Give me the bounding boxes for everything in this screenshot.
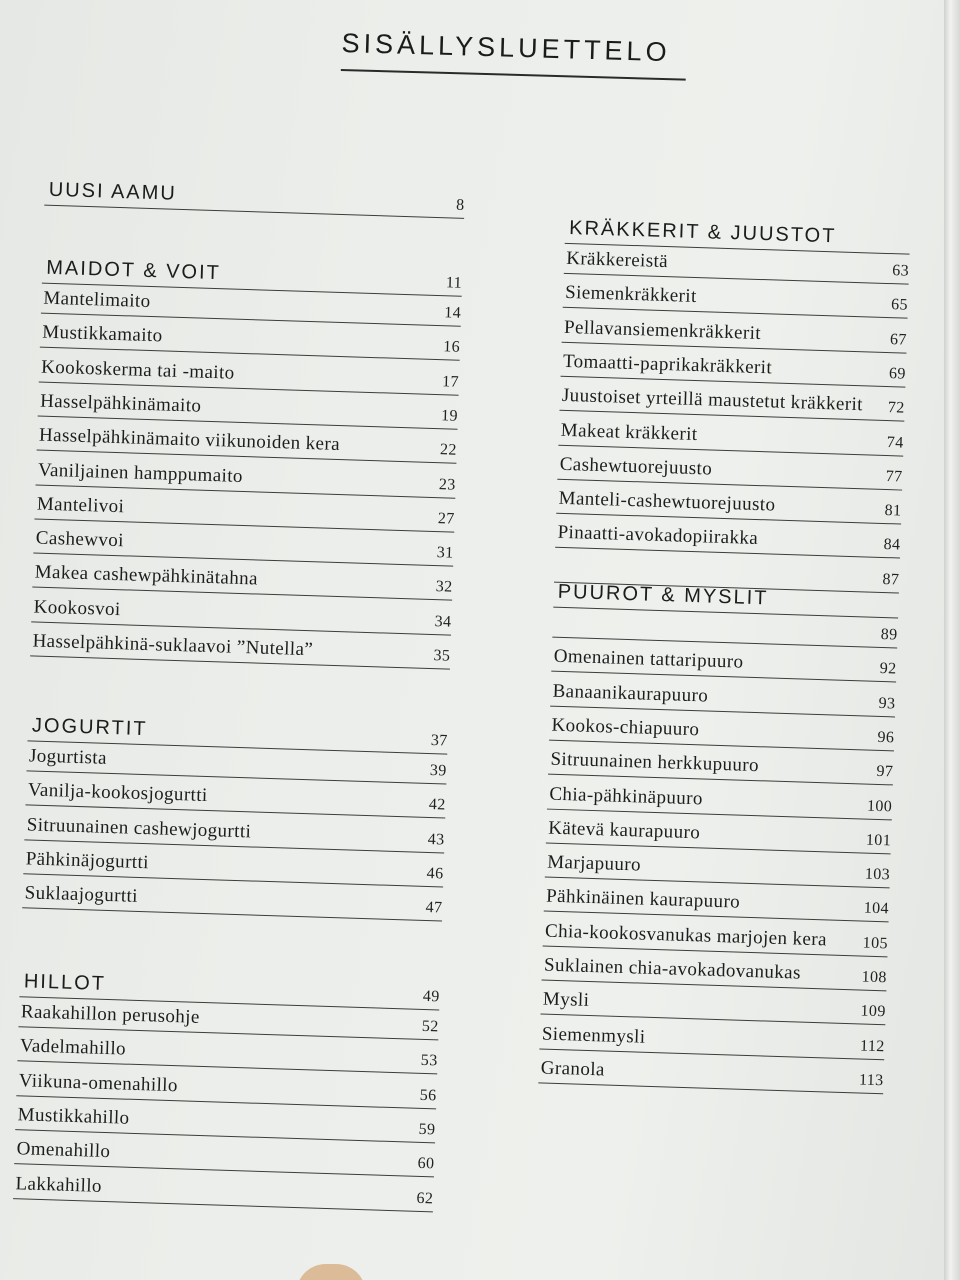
toc-entry-label: Hasselpähkinämaito (39, 390, 202, 417)
page-number: 19 (440, 407, 459, 425)
thumb (296, 1264, 366, 1280)
page-number: 97 (876, 763, 894, 781)
page-number: 46 (426, 864, 444, 883)
toc-entry (16, 1071, 437, 1109)
toc-entry-label: Mustikkamaito (41, 321, 163, 347)
page-edge (944, 0, 960, 1280)
toc-entry (24, 815, 445, 853)
page-number: 104 (863, 899, 890, 918)
page-number: 112 (859, 1037, 885, 1055)
page-number: 59 (418, 1120, 436, 1139)
toc-entry (14, 1139, 435, 1177)
toc-entry (548, 750, 894, 786)
page-number: 89 (880, 625, 898, 644)
toc-entry (36, 460, 457, 498)
toc-entry (37, 426, 458, 464)
page-number: 31 (436, 544, 454, 562)
page-number: 42 (428, 796, 446, 814)
toc-entry-label: Tomaatti-paprikakräkkerit (562, 350, 773, 379)
toc-entry (538, 1058, 884, 1094)
toc-entry (543, 921, 889, 957)
toc-entry (551, 647, 897, 683)
toc-entry-label: Chia-pähkinäpuuro (549, 783, 704, 809)
toc-entry-label: Suklainen chia-avokadovanukas (543, 954, 802, 984)
toc-entry-label: Jogurtista (28, 745, 108, 769)
page-number: 37 (430, 732, 448, 750)
toc-entry-label: Cashewvoi (35, 527, 125, 552)
toc-entry (540, 990, 886, 1026)
page-number: 72 (887, 399, 905, 417)
toc-entry (549, 715, 895, 751)
toc-entry-label: Sitruunainen herkkupuuro (550, 748, 760, 777)
page-number: 27 (437, 509, 455, 528)
page-number: 65 (890, 296, 909, 314)
toc-entry (552, 613, 898, 649)
page-number: 84 (883, 536, 901, 554)
page-number: 62 (416, 1189, 434, 1207)
toc-entry-label: Vaniljainen hamppumaito (37, 459, 244, 487)
page-number: 81 (884, 502, 902, 520)
toc-entry-label: Juustoiset yrteillä maustetut kräkkerit (561, 385, 864, 416)
toc-entry-label: Cashewtuorejuusto (559, 453, 713, 480)
page-number: 105 (862, 934, 889, 953)
section-heading-row (44, 177, 465, 219)
page-number: 23 (438, 475, 457, 494)
toc-entry (562, 317, 908, 353)
page-number: 34 (434, 612, 452, 631)
toc-entry-label: Vanilja-kookosjogurtti (27, 779, 208, 807)
toc-entry (559, 386, 905, 422)
toc-entry-label: Hasselpähkinä-suklaavoi ”Nutella” (32, 630, 314, 661)
page-number: 35 (433, 647, 451, 665)
toc-entry-label: Granola (540, 1057, 606, 1081)
toc-entry-label: Raakahillon perusohje (20, 1001, 201, 1028)
toc-entry-label: Omenahillo (16, 1138, 111, 1163)
toc-entry (13, 1174, 434, 1212)
page-number: 67 (889, 330, 908, 349)
toc-entry-label: Manteli-cashewtuorejuusto (558, 487, 776, 516)
page-number: 11 (445, 274, 463, 292)
toc-entry-label: Kookos-chiapuuro (551, 714, 700, 741)
toc-entry (30, 631, 451, 669)
toc-entry (539, 1024, 885, 1060)
page-number: 32 (435, 578, 453, 597)
toc-entry (25, 781, 446, 819)
toc-entry-label: Pinaatti-avokadopiirakka (557, 522, 759, 550)
toc-entry-label: Sitruunainen cashewjogurtti (26, 813, 252, 843)
toc-entry (557, 455, 903, 491)
toc-entry (547, 784, 893, 820)
toc-entry-label: Marjapuuro (546, 851, 642, 876)
toc-entry-label: Pellavansiemenkräkkerit (563, 316, 762, 344)
toc-entry (39, 357, 460, 395)
toc-entry (550, 681, 896, 717)
page-number: 74 (886, 433, 904, 452)
toc-entry-label: Lakkahillo (15, 1172, 103, 1197)
toc-entry (546, 818, 892, 854)
toc-entry-label: Makeat kräkkerit (560, 419, 698, 445)
section-heading: PUUROT & MYSLIT (557, 580, 769, 610)
toc-entry (34, 494, 455, 532)
page-number: 43 (427, 830, 445, 849)
toc-entry (561, 352, 907, 388)
toc-entry-label: Kookoskerma tai -maito (40, 356, 235, 384)
toc-entry-label: Pähkinäinen kaurapuuro (545, 885, 741, 914)
toc-entry-label: Vadelmahillo (19, 1035, 127, 1060)
section-heading: HILLOT (23, 970, 107, 995)
page-number: 100 (866, 797, 893, 815)
page-number: 69 (888, 364, 907, 383)
toc-entry-label: Hasselpähkinämaito viikunoiden kera (38, 424, 341, 456)
toc-entry-label: Mysli (542, 988, 590, 1012)
page-number: 101 (865, 831, 892, 850)
page-number: 113 (858, 1071, 884, 1090)
toc-entry (544, 887, 890, 923)
toc-entry-label: Makea cashewpähkinätahna (34, 561, 259, 590)
page-number: 63 (891, 262, 910, 280)
toc-entry-label: Banaanikaurapuuro (552, 680, 709, 707)
toc-entry (31, 597, 452, 635)
toc-entry-label: Suklaajogurtti (24, 882, 139, 908)
page-number: 96 (877, 728, 895, 747)
toc-entry (542, 955, 888, 991)
toc-entry-label: Kräkkereistä (565, 247, 669, 273)
toc-entry (22, 883, 443, 921)
section-heading: UUSI AAMU (48, 178, 178, 205)
toc-entry (556, 489, 902, 525)
toc-entry (23, 849, 444, 887)
toc-entry (17, 1037, 438, 1075)
page-number: 108 (861, 968, 888, 987)
page-number: 17 (441, 372, 460, 391)
toc-entry-label: Mantelivoi (36, 493, 125, 518)
toc-entry (32, 563, 453, 601)
page-number: 93 (878, 694, 896, 713)
toc-entry-label: Kookosvoi (33, 596, 121, 620)
toc-entry-label: Chia-kookosvanukas marjojen kera (544, 920, 828, 951)
page-number: 14 (444, 304, 462, 322)
toc-entry (558, 420, 904, 456)
toc-entry-label: Siemenmysli (541, 1023, 646, 1048)
toc-entry (555, 523, 901, 559)
toc-entry (563, 283, 909, 319)
page-number: 87 (882, 570, 900, 589)
toc-entry (40, 323, 461, 361)
toc-entry (33, 529, 454, 567)
toc-entry (564, 249, 910, 285)
page-number: 53 (420, 1052, 438, 1070)
page-number: 52 (421, 1017, 439, 1036)
page-number: 16 (442, 338, 461, 357)
page-title: SISÄLLYSLUETTELO (341, 28, 687, 81)
page-number: 92 (879, 660, 897, 678)
toc-entry (38, 391, 459, 429)
section-heading: MAIDOT & VOIT (46, 256, 222, 285)
toc-entry-label: Omenainen tattaripuuro (553, 646, 744, 673)
page-number: 56 (419, 1086, 437, 1104)
page-number: 103 (864, 865, 891, 884)
page-number: 49 (422, 987, 440, 1006)
toc-entry-label: Mantelimaito (43, 287, 151, 313)
page-number: 39 (429, 762, 448, 780)
page-number: 77 (885, 467, 903, 486)
page-number: 8 (455, 196, 465, 214)
page-number: 109 (860, 1002, 886, 1021)
section-heading: KRÄKKERIT & JUUSTOT (568, 216, 837, 248)
toc-entry-label: Kätevä kaurapuuro (548, 817, 701, 844)
page-number: 22 (439, 441, 458, 459)
page-number: 60 (417, 1155, 435, 1173)
toc-entry-label: Mustikkahillo (17, 1104, 130, 1129)
toc-entry (15, 1105, 436, 1143)
toc-entry (545, 853, 891, 889)
toc-entry-label: Siemenkräkkerit (564, 282, 698, 308)
section-heading: JOGURTIT (31, 714, 148, 741)
page-number: 47 (425, 899, 443, 917)
toc-entry-label: Pähkinäjogurtti (25, 848, 150, 874)
toc-entry-label: Viikuna-omenahillo (18, 1069, 179, 1096)
